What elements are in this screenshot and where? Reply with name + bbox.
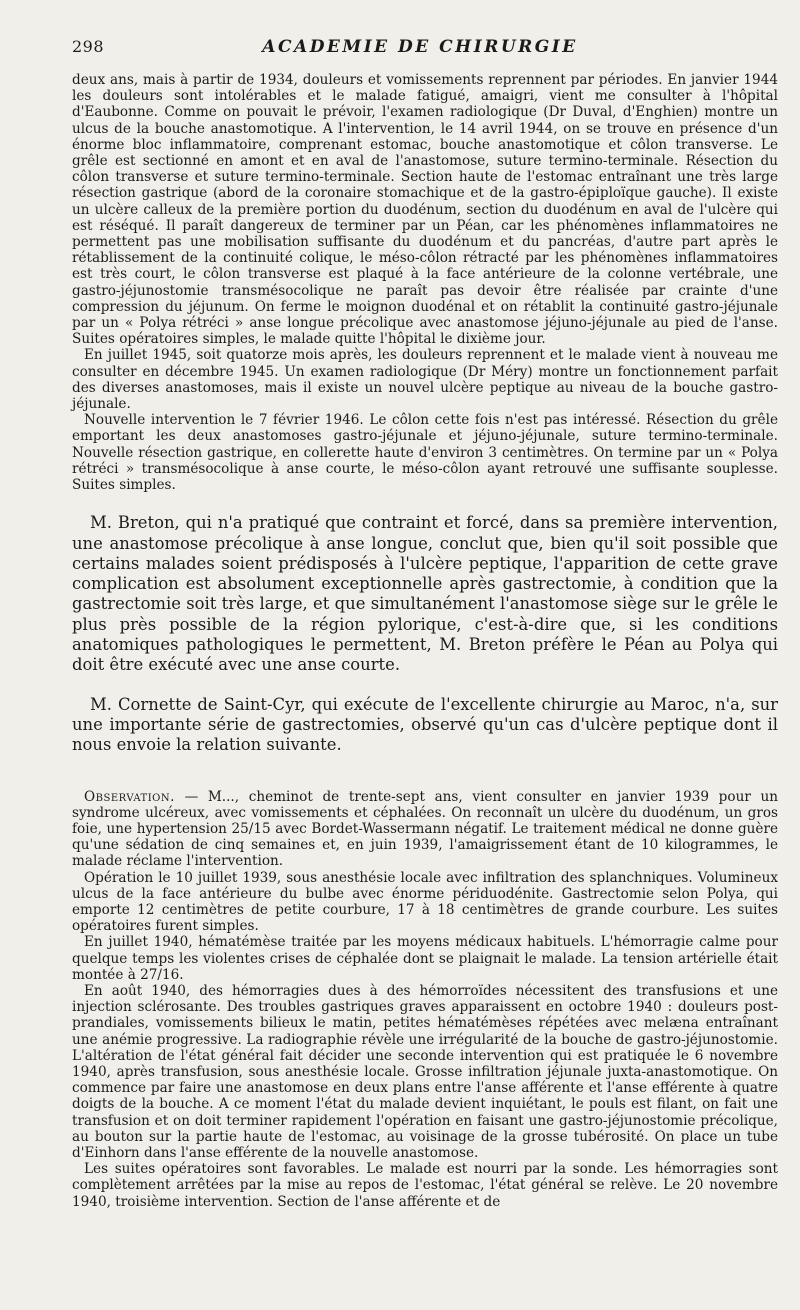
observation-label: Observation.: [84, 788, 175, 805]
body-text: [72, 72, 778, 1210]
paragraph-breton-conclusion: M. Breton, qui n'a pratiqué que contraint et forcé, dans sa première intervention, une anastomose précolique à anse longue, conclut que, bien qu'il soit possible que certains malades soient prédisposés à l'ulcère peptique, l'apparition de cette grave complication est absolument exceptionnelle après gastrectomie, à condition que la gastrectomie soit très large, et que simultanément l'anastomose siège sur le grêle le plus près possible de la région pylorique, c'est-à-dire que, si les conditions anatomiques pathologiques le permettent, M. Breton préfère le Péan au Polya qui doit être exécuté avec une anse courte.: [72, 513, 778, 675]
paragraph-third-intervention: Les suites opératoires sont favorables. Le malade est nourri par la sonde. Les hémorragies sont complètement arrêtées par la mise au repos de l'estomac, l'état général se relève. Le 20 novembre 1940, troisième intervention. Section de l'anse afférente et de: [72, 1161, 778, 1210]
paragraph-second-intervention: En août 1940, des hémorragies dues à des hémorroïdes nécessitent des transfusions et une injection sclérosante. Des troubles gastriques graves apparaissent en octobre 1940 : douleurs post-prandiales, vomissements bilieux le matin, petites hématémèses répétées avec melæna entraînant une anémie progressive. La radiographie révèle une irrégularité de la bouche de gastro-jéjunostomie. L'altération de l'état général fait décider une seconde intervention qui est pratiquée le 6 novembre 1940, après transfusion, sous anesthésie locale. Grosse infiltration jéjunale juxta-anastomotique. On commence par faire une anastomose en deux plans entre l'anse afférente et l'anse efférente à quatre doigts de la bouche. A ce moment l'état du malade devient inquiétant, le pouls est filant, on fait une transfusion et on doit terminer rapidement l'opération en faisant une gastro-jéjunostomie précolique, au bouton sur la partie haute de l'estomac, au voisinage de la grosse tubérosité. On place un tube d'Einhorn dans l'anse efférente de la nouvelle anastomose.: [72, 982, 778, 1162]
paragraph-recurrence-1945: En juillet 1945, soit quatorze mois après, les douleurs reprennent et le malade vient à nouveau me consulter en décembre 1945. Un examen radiologique (Dr Méry) montre un fonctionnement parfait des diverses anastomoses, mais il existe un nouvel ulcère peptique au niveau de la bouche gastro-jéjunale.: [72, 347, 778, 413]
page-number: 298: [72, 37, 105, 56]
page-header: [72, 37, 778, 61]
paragraph-operation-1939: Opération le 10 juillet 1939, sous anesthésie locale avec infiltration des splanchniques. Volumineux ulcus de la face antérieure du bulbe avec énorme périduodénite. Gastrectomie selon Polya, qui emporte 12 centimètres de petite courbure, 17 à 18 centimètres de grande courbure. Les suites opératoires furent simples.: [72, 869, 778, 935]
paragraph-observation: [72, 789, 778, 870]
paragraph-hematemesis-1940: En juillet 1940, hématémèse traitée par les moyens médicaux habituels. L'hémorragie calme pour quelque temps les violentes crises de céphalée dont se plaignait le malade. La tension artérielle était montée à 27/16.: [72, 934, 778, 983]
paragraph-case-history: deux ans, mais à partir de 1934, douleurs et vomissements reprennent par périodes. En janvier 1944 les douleurs sont intolérables et le malade fatigué, amaigri, vient me consulter à l'hôpital d'Eaubonne. Comme on pouvait le prévoir, l'examen radiologique (Dr Duval, d'Enghien) montre un ulcus de la bouche anastomotique. A l'intervention, le 14 avril 1944, on se trouve en présence d'un énorme bloc inflammatoire, comprenant estomac, bouche anastomotique et côlon transverse. Le grêle est sectionné en amont et en aval de l'anastomose, suture termino-terminale. Résection du côlon transverse et suture termino-terminale. Section haute de l'estomac entraînant une très large résection gastrique (abord de la coronaire stomachique et de la gastro-épiploïque gauche). Il existe un ulcère calleux de la première portion du duodénum, section du duodénum en aval de l'ulcère qui est réséqué. Il paraît dangereux de terminer par un Péan, car les phénomènes inflammatoires ne permettent pas une mobilisation suffisante du duodénum et du pancréas, d'autre part après le rétablissement de la continuité colique, le méso-côlon rétracté par les phénomènes inflammatoires est très court, le côlon transverse est plaqué à la face antérieure de la colonne vertébrale, une gastro-jéjunostomie transmésocolique ne paraît pas devoir être réalisée par crainte d'une compression du jéjunum. On ferme le moignon duodénal et on rétablit la continuité gastro-jéjunale par un « Polya rétréci » anse longue précolique avec anastomose jéjuno-jéjunale au pied de l'anse. Suites opératoires simples, le malade quitte l'hôpital le dixième jour.: [72, 72, 778, 348]
paragraph-cornette-intro: M. Cornette de Saint-Cyr, qui exécute de l'excellente chirurgie au Maroc, n'a, sur une importante série de gastrectomies, observé qu'un cas d'ulcère peptique dont il nous envoie la relation suivante.: [72, 694, 778, 755]
running-title: ACADEMIE DE CHIRURGIE: [262, 37, 578, 57]
paragraph-intervention-1946: Nouvelle intervention le 7 février 1946. Le côlon cette fois n'est pas intéressé. Résection du grêle emportant les deux anastomoses gastro-jéjunale et jéjuno-jéjunale, suture termino-terminale. Nouvelle résection gastrique, en collerette haute d'environ 3 centimètres. On termine par un « Polya rétréci » transmésocolique à anse courte, le méso-côlon ayant retrouvé une suffisante souplesse. Suites simples.: [72, 412, 778, 494]
observation-text: — M..., cheminot de trente-sept ans, vient consulter en janvier 1939 pour un syndrome ulcéreux, avec vomissements et céphalées. On reconnaît un ulcère du duodénum, un gros foie, une hypertension 25/15 avec Bordet-Wassermann négatif. Le traitement médical ne donne guère qu'une sédation de cinq semaines et, en juin 1939, l'amaigrissement étant de 10 kilogrammes, le malade réclame l'intervention.: [72, 788, 778, 870]
